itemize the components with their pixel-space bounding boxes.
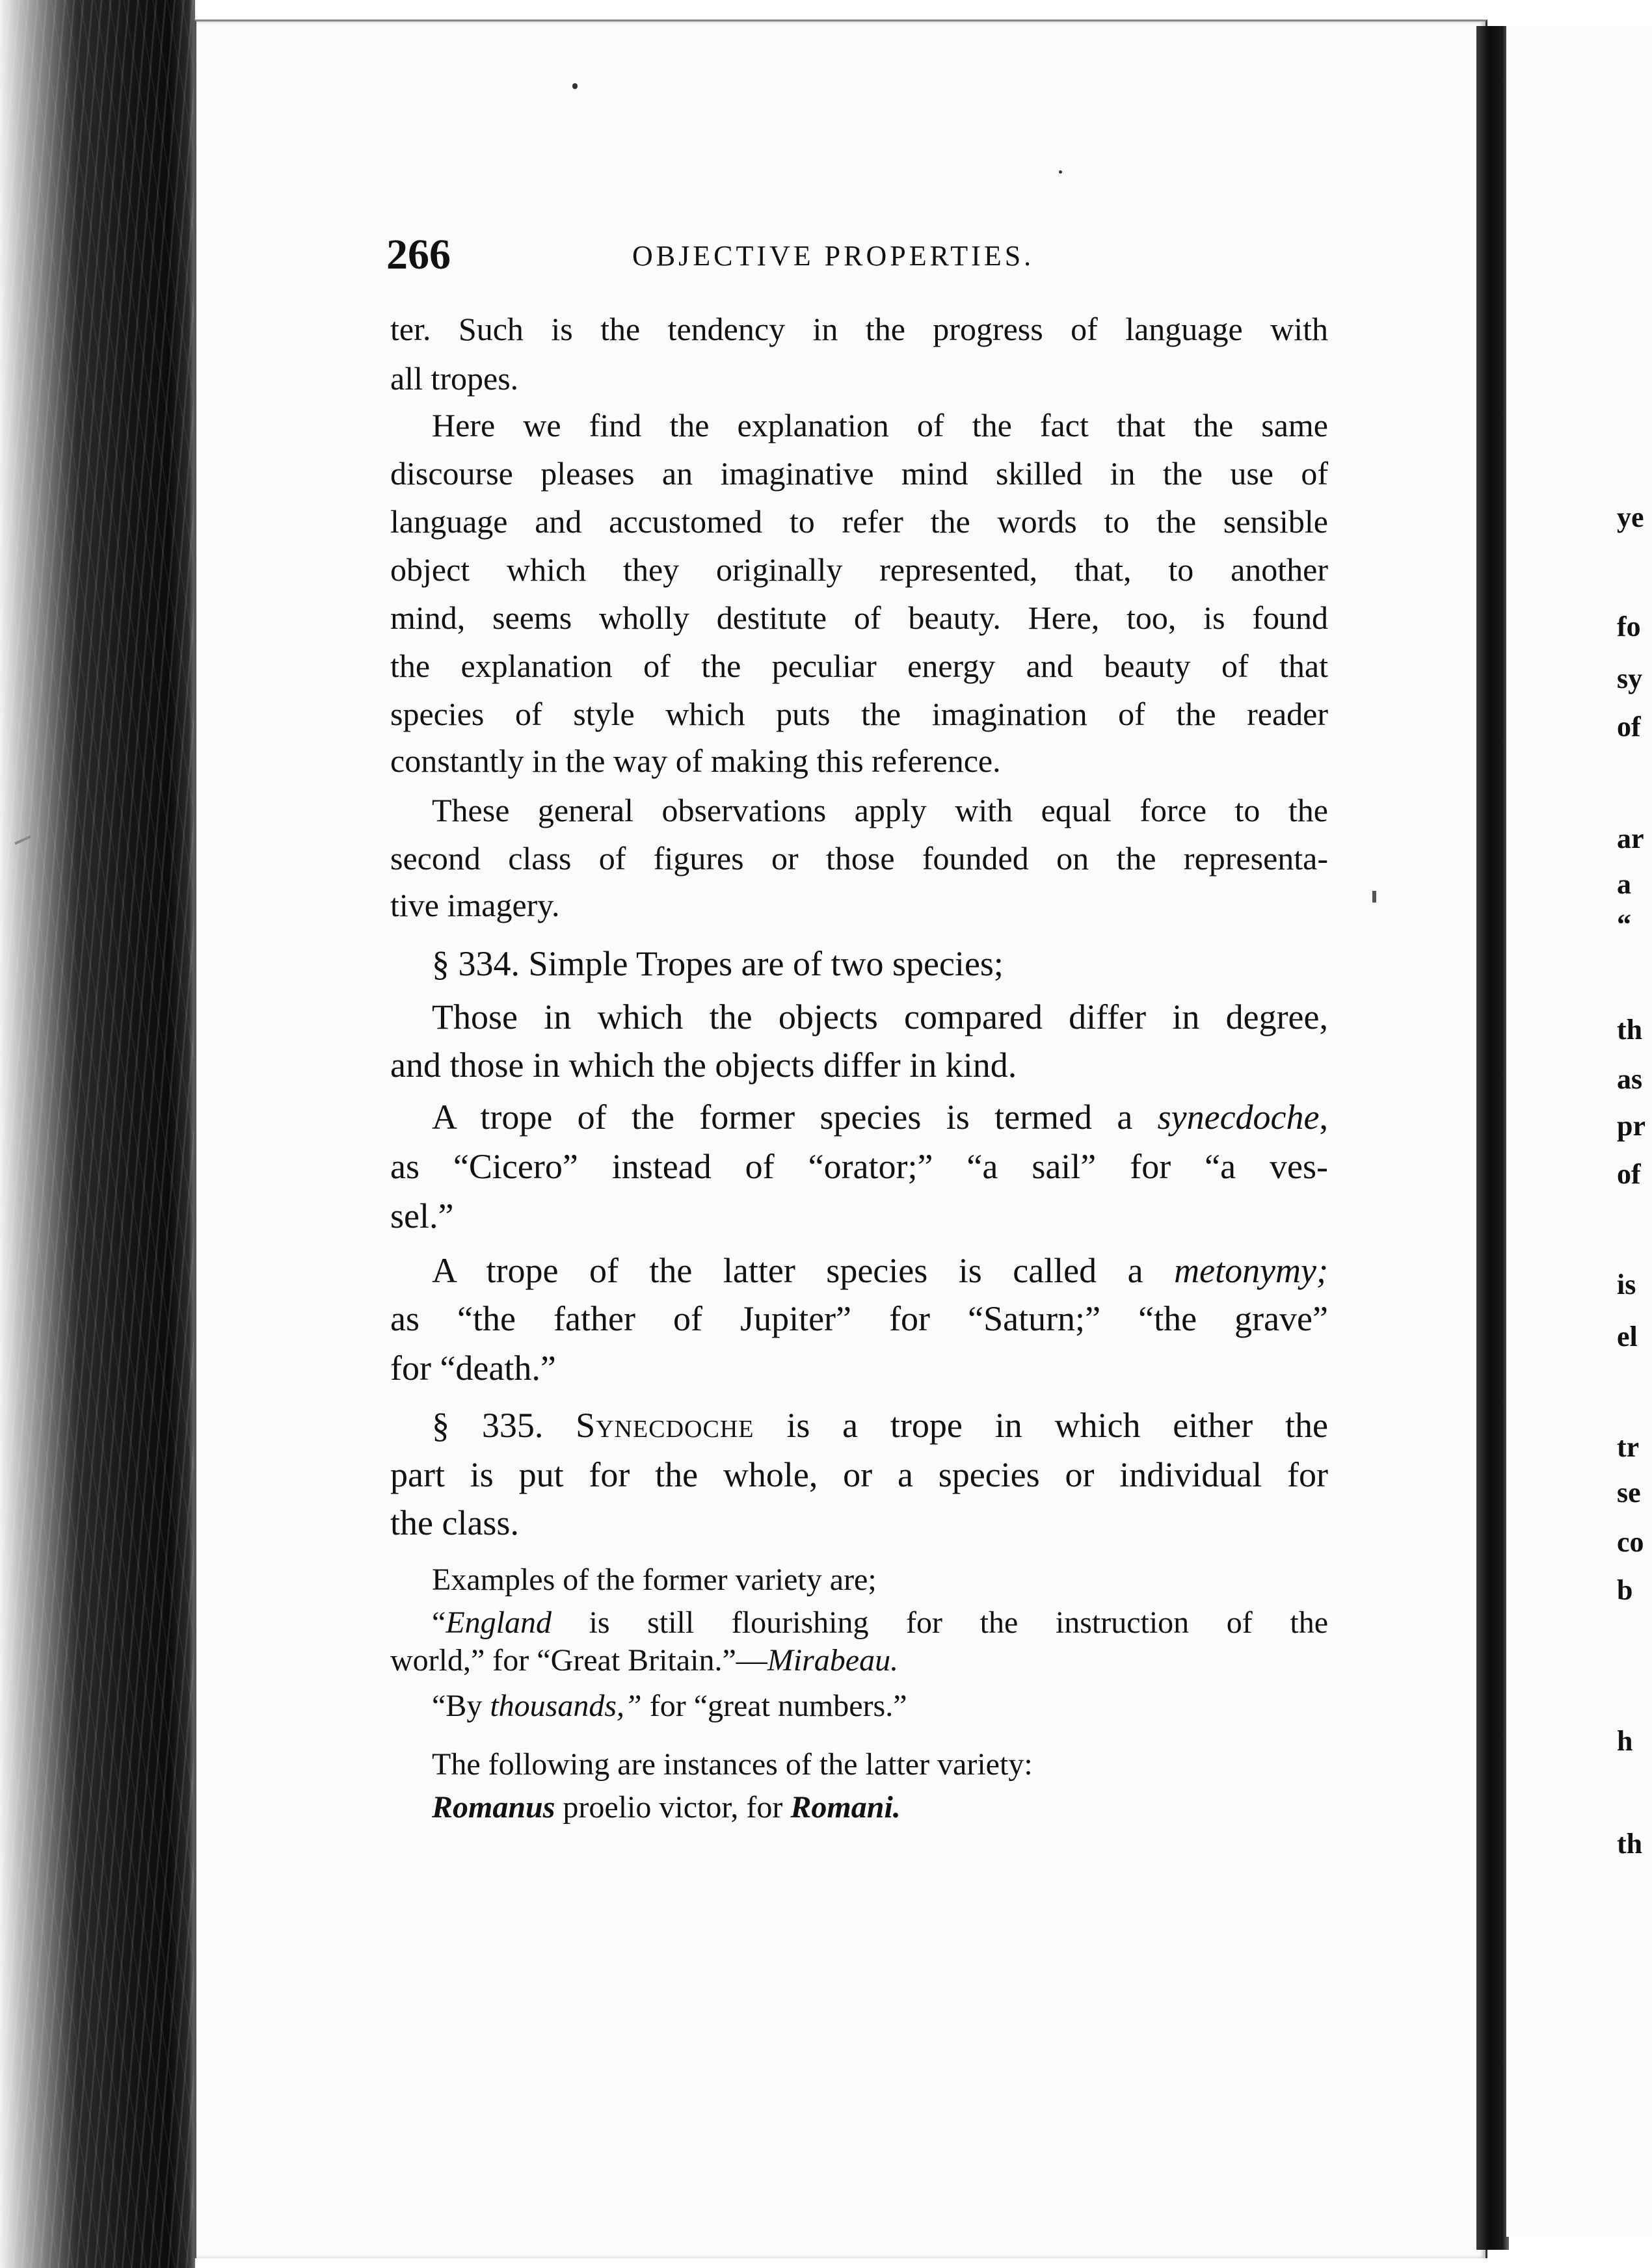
- term-synecdoche-heading: Synecdoche: [576, 1406, 754, 1445]
- section-334-heading: § 334. Simple Tropes are of two species;: [432, 944, 1004, 983]
- adjacent-page-fragment: of: [1617, 1158, 1641, 1190]
- adjacent-page-fragment: of: [1617, 711, 1641, 743]
- adjacent-page-fragment: a: [1617, 868, 1631, 900]
- section-335-heading: [432, 1402, 1328, 1449]
- adjacent-page-fragment: th: [1617, 1828, 1643, 1860]
- example-line: [432, 1786, 1328, 1830]
- text-line: mind, seems wholly destitute of beauty. Here, too, is found: [390, 600, 1328, 636]
- text-line: discourse pleases an imaginative mind skilled in the use of: [390, 455, 1328, 492]
- latter-intro: The following are instances of the latter variety:: [432, 1747, 1033, 1782]
- text-span: “: [432, 1605, 446, 1640]
- adjacent-page-fragment: se: [1617, 1477, 1641, 1509]
- adjacent-page-fragment: ye: [1617, 501, 1644, 533]
- adjacent-page-fragment: fo: [1617, 611, 1641, 642]
- text-line: as “Cicero” instead of “orator;” “a sail” for “a ves-: [390, 1147, 1328, 1186]
- example-term: thousands,”: [490, 1689, 642, 1723]
- text-line: as “the father of Jupiter” for “Saturn;” “the grave”: [390, 1299, 1328, 1338]
- term-metonymy: metonymy;: [1174, 1251, 1328, 1290]
- text-line: tive imagery.: [390, 887, 560, 923]
- example-term: England: [446, 1605, 552, 1640]
- adjacent-page-fragment: tr: [1617, 1431, 1640, 1463]
- adjacent-page-fragment: ar: [1617, 823, 1644, 854]
- adjacent-page-fragment: is: [1617, 1269, 1636, 1300]
- text-span: is a trope in which either the: [754, 1406, 1329, 1445]
- example-author: Mirabeau.: [767, 1643, 899, 1678]
- page-number: 266: [386, 231, 451, 278]
- text-span: is still flourishing for the instruction of the: [551, 1605, 1328, 1640]
- text-span: ,: [1319, 1098, 1328, 1137]
- example-line: [390, 1639, 1328, 1683]
- text-line: Here we find the explanation of the fact that the same: [432, 407, 1328, 443]
- page-speck: [572, 83, 578, 89]
- text-span: § 335.: [432, 1406, 576, 1445]
- running-head: OBJECTIVE PROPERTIES.: [632, 240, 1035, 272]
- adjacent-page-fragment: “: [1617, 908, 1631, 940]
- text-span: for “great numbers.”: [641, 1689, 907, 1723]
- text-span: A trope of the latter species is called a: [432, 1251, 1175, 1290]
- text-line: These general observations apply with equal force to the: [432, 792, 1328, 828]
- text-line: the class.: [390, 1503, 519, 1542]
- text-line: language and accustomed to refer the words to the sensible: [390, 503, 1328, 540]
- text-line: all tropes.: [390, 360, 519, 397]
- example-term: Romani.: [790, 1790, 901, 1825]
- text-line: Those in which the objects compared differ in degree,: [432, 997, 1328, 1036]
- text-span: world,” for “Great Britain.”—: [390, 1643, 767, 1678]
- adjacent-page-fragment: as: [1617, 1063, 1643, 1095]
- term-synecdoche: synecdoche: [1157, 1098, 1320, 1137]
- text-line: part is put for the whole, or a species or individual for: [390, 1455, 1328, 1494]
- text-line: ter. Such is the tendency in the progress of language with: [390, 311, 1328, 347]
- margin-tick: [1372, 891, 1376, 903]
- text-span: “By: [432, 1689, 490, 1723]
- text-line: second class of figures or those founded on the representa-: [390, 840, 1328, 877]
- text-line: constantly in the way of making this reference.: [390, 743, 1001, 779]
- book-binding-edge: [0, 0, 195, 2268]
- book-gutter: [1476, 26, 1509, 2250]
- text-line: for “death.”: [390, 1349, 556, 1388]
- text-line: and those in which the objects differ in kind.: [390, 1046, 1017, 1085]
- adjacent-page-fragment: pr: [1617, 1110, 1645, 1142]
- adjacent-page-fragment: h: [1617, 1725, 1633, 1757]
- adjacent-page-fragment: sy: [1617, 663, 1643, 694]
- text-line: object which they originally represented, that, to another: [390, 551, 1328, 588]
- example-line: [432, 1684, 1328, 1728]
- text-span: A trope of the former species is termed a: [432, 1098, 1158, 1137]
- text-line: species of style which puts the imagination of the reader: [390, 696, 1328, 732]
- adjacent-page-fragment: b: [1617, 1574, 1633, 1606]
- text-line: sel.”: [390, 1196, 454, 1235]
- example-term: Romanus: [432, 1790, 555, 1825]
- text-line: [432, 1247, 1328, 1294]
- adjacent-page-fragment: th: [1617, 1014, 1643, 1046]
- text-span: proelio victor, for: [555, 1790, 791, 1825]
- page-speck: [1059, 170, 1062, 174]
- text-line: [432, 1094, 1328, 1141]
- examples-intro: Examples of the former variety are;: [432, 1563, 877, 1597]
- text-line: the explanation of the peculiar energy and beauty of that: [390, 648, 1328, 684]
- adjacent-page-fragment: el: [1617, 1321, 1638, 1352]
- adjacent-page-fragment: co: [1617, 1526, 1644, 1558]
